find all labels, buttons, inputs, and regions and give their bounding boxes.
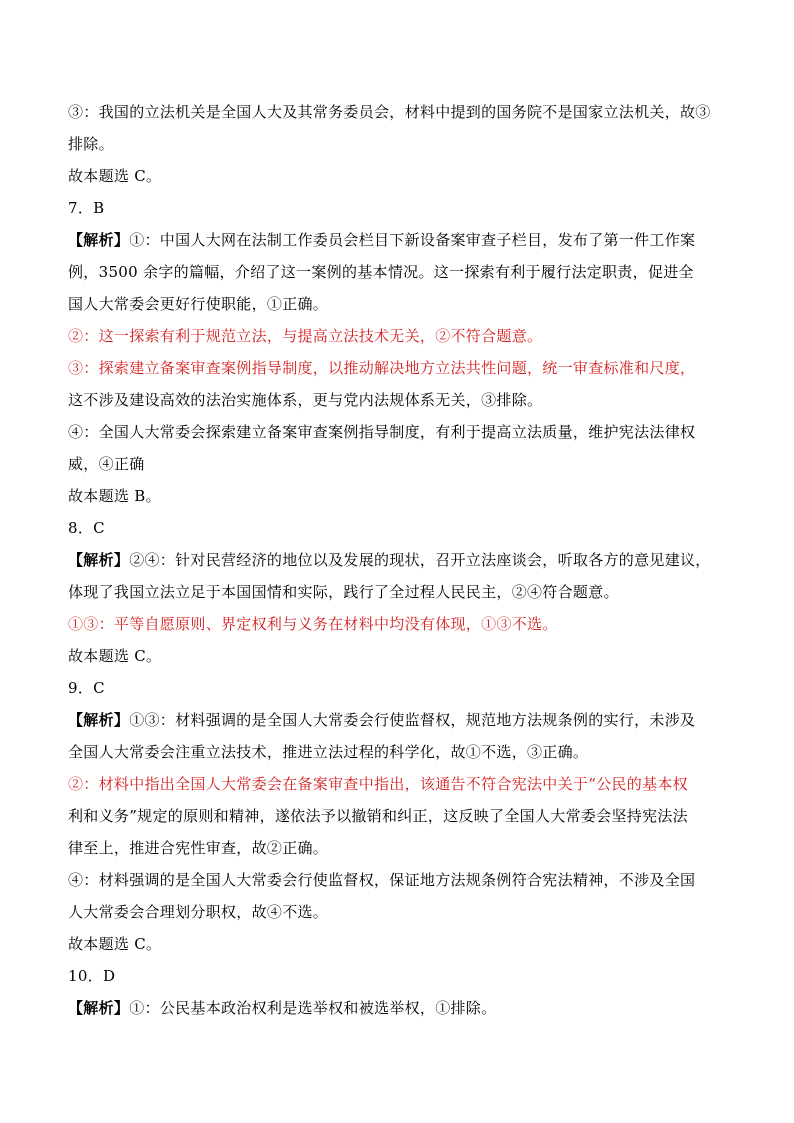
text-line <box>68 864 728 896</box>
line-text: 人大常委会合理划分职权，故④不选。 <box>68 903 329 921</box>
text-line <box>68 608 728 640</box>
text-line <box>68 672 728 704</box>
text-line <box>68 800 728 832</box>
text-line <box>68 544 728 576</box>
line-text: 7．B <box>68 199 105 217</box>
text-line <box>68 288 728 320</box>
line-text: 故本题选 C。 <box>68 935 162 953</box>
text-line <box>68 256 728 288</box>
text-line <box>68 896 728 928</box>
analysis-label: 【解析】 <box>68 711 130 729</box>
line-text: ①：中国人大网在法制工作委员会栏目下新设备案审查子栏目，发布了第一件工作案 <box>129 231 696 249</box>
text-line <box>68 96 728 128</box>
line-text: ②④：针对民营经济的地位以及发展的现状，召开立法座谈会，听取各方的意见建议， <box>129 551 711 569</box>
text-line <box>68 736 728 768</box>
text-line <box>68 928 728 960</box>
text-line <box>68 384 728 416</box>
line-text: ④：材料强调的是全国人大常委会行使监督权，保证地方法规条例符合宪法精神，不涉及全国 <box>68 871 696 889</box>
text-line <box>68 128 728 160</box>
text-line <box>68 320 728 352</box>
text-line <box>68 832 728 864</box>
line-text: 这不涉及建设高效的法治实施体系，更与党内法规体系无关，③排除。 <box>68 391 543 409</box>
line-text: ②：材料中指出全国人大常委会在备案审查中指出，该通告不符合宪法中关于“公民的基本权 <box>68 775 688 793</box>
text-line <box>68 224 728 256</box>
line-text: 威，④正确 <box>68 455 145 473</box>
line-text: ①③：平等自愿原则、界定权利与义务在材料中均没有体现，①③不选。 <box>68 615 558 633</box>
line-text: ①：公民基本政治权利是选举权和被选举权，①排除。 <box>129 999 497 1017</box>
text-line <box>68 768 728 800</box>
line-text: 全国人大常委会注重立法技术，推进立法过程的科学化，故①不选，③正确。 <box>68 743 589 761</box>
line-text: 故本题选 C。 <box>68 647 162 665</box>
line-text: 故本题选 B。 <box>68 487 161 505</box>
document-page <box>68 96 728 1024</box>
text-line <box>68 960 728 992</box>
text-line <box>68 576 728 608</box>
line-text: ④：全国人大常委会探索建立备案审查案例指导制度，有利于提高立法质量，维护宪法法律权 <box>68 423 696 441</box>
text-line <box>68 992 728 1024</box>
line-text: 国人大常委会更好行使职能，①正确。 <box>68 295 329 313</box>
line-text: 8．C <box>68 519 105 537</box>
line-text: 故本题选 C。 <box>68 167 162 185</box>
analysis-label: 【解析】 <box>68 551 130 569</box>
line-text: ②：这一探索有利于规范立法，与提高立法技术无关，②不符合题意。 <box>68 327 543 345</box>
line-text: 律至上，推进合宪性审查，故②正确。 <box>68 839 329 857</box>
line-text: 利和义务”规定的原则和精神，遂依法予以撤销和纠正，这反映了全国人大常委会坚持宪法法 <box>68 807 688 825</box>
text-line <box>68 448 728 480</box>
text-line <box>68 512 728 544</box>
analysis-label: 【解析】 <box>68 999 130 1017</box>
line-text: 10．D <box>68 967 116 985</box>
text-line <box>68 352 728 384</box>
text-line <box>68 480 728 512</box>
text-line <box>68 160 728 192</box>
line-text: ③：我国的立法机关是全国人大及其常务委员会，材料中提到的国务院不是国家立法机关，故③ <box>68 103 711 121</box>
text-line <box>68 640 728 672</box>
text-line <box>68 192 728 224</box>
text-line <box>68 416 728 448</box>
analysis-label: 【解析】 <box>68 231 130 249</box>
text-line <box>68 704 728 736</box>
line-text: ①③：材料强调的是全国人大常委会行使监督权，规范地方法规条例的实行，未涉及 <box>129 711 696 729</box>
line-text: ③：探索建立备案审查案例指导制度，以推动解决地方立法共性问题，统一审查标准和尺度， <box>68 359 696 377</box>
line-text: 排除。 <box>68 135 114 153</box>
line-text: 例，3500 余字的篇幅，介绍了这一案例的基本情况。这一探索有利于履行法定职责，促进全 <box>68 263 694 281</box>
line-text: 体现了我国立法立足于本国国情和实际，践行了全过程人民民主，②④符合题意。 <box>68 583 619 601</box>
line-text: 9．C <box>68 679 105 697</box>
